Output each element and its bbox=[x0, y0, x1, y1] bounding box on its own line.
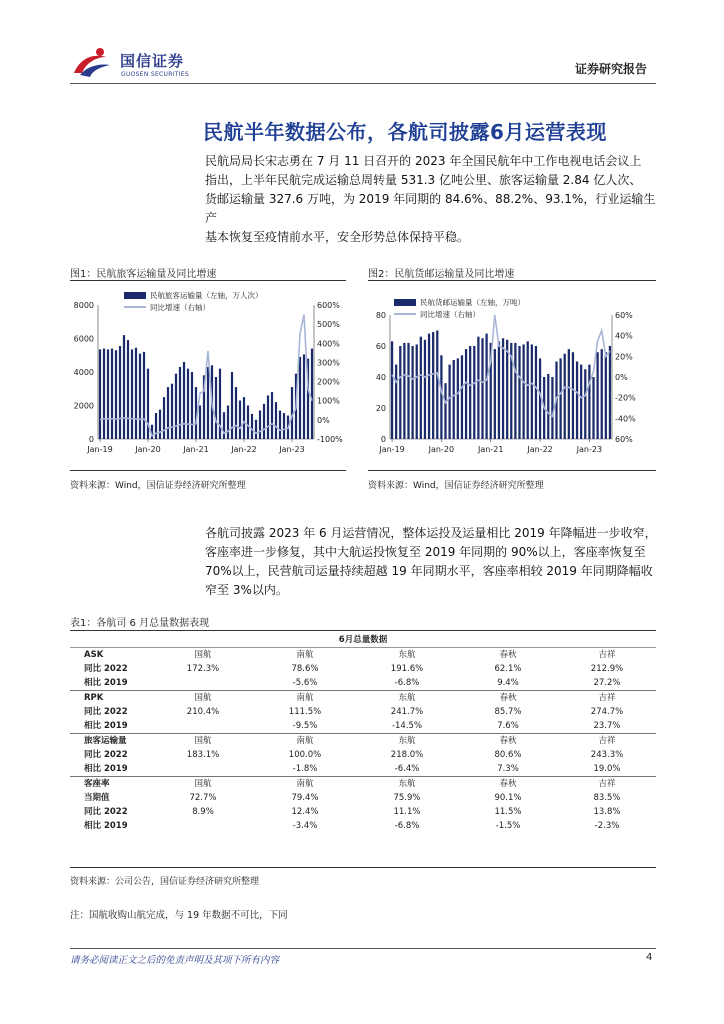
bar bbox=[596, 352, 598, 439]
para-line: 民航局局长宋志勇在 7 月 11 日召开的 2023 年全国民航年中工作电视电话会议上 bbox=[205, 154, 642, 168]
bar bbox=[263, 404, 265, 439]
bar bbox=[584, 369, 586, 439]
bar bbox=[299, 357, 301, 439]
table-cell: -6.8% bbox=[394, 821, 420, 831]
table-airline-header: 南航 bbox=[254, 691, 356, 706]
bar bbox=[247, 406, 249, 440]
table-group-title: RPK bbox=[70, 691, 152, 706]
table-airline-header: 国航 bbox=[152, 734, 254, 749]
page-number: 4 bbox=[646, 952, 653, 963]
table-cell: 8.9% bbox=[192, 807, 214, 817]
table-cell: 27.2% bbox=[593, 678, 621, 688]
bar bbox=[111, 349, 113, 439]
x-tick-label: Jan-20 bbox=[428, 445, 455, 454]
table-cell bbox=[152, 719, 254, 734]
table1-source: 资料来源：公司公告，国信证券经济研究所整理 bbox=[70, 877, 260, 887]
bar bbox=[453, 360, 455, 439]
table-airline-header: 国航 bbox=[194, 650, 212, 660]
table-row bbox=[70, 748, 656, 762]
bar bbox=[407, 343, 409, 439]
bar bbox=[311, 349, 313, 439]
y-right-tick-label: 60% bbox=[615, 311, 633, 320]
airline-june-table bbox=[70, 648, 656, 833]
bar bbox=[436, 331, 438, 440]
bar bbox=[461, 355, 463, 439]
table-cell: 218.0% bbox=[390, 750, 424, 760]
bar bbox=[609, 346, 611, 439]
table-cell: 75.9% bbox=[393, 793, 421, 803]
y-right-tick-label: 40% bbox=[615, 331, 633, 341]
logo-mark-icon bbox=[70, 47, 114, 81]
table-cell: 172.3% bbox=[186, 664, 220, 674]
x-tick-label: Jan-22 bbox=[231, 445, 257, 454]
bar bbox=[601, 349, 603, 439]
table-cell: 23.7% bbox=[593, 721, 621, 731]
bar bbox=[227, 406, 229, 440]
table-row-label: 当期值 bbox=[84, 793, 110, 803]
y-right-tick-label: -20% bbox=[615, 393, 636, 403]
x-tick-label: Jan-19 bbox=[379, 445, 405, 454]
bar bbox=[207, 367, 209, 439]
bar bbox=[420, 337, 422, 439]
footnote: 注：国航收购山航完成，与 19 年数据不可比，下同 bbox=[70, 910, 288, 921]
table1-bottom-rule bbox=[70, 867, 656, 868]
y-right-tick-label: -100% bbox=[317, 435, 343, 444]
bar bbox=[275, 402, 277, 439]
y-right-tick-label: -40% bbox=[615, 414, 636, 424]
figure1-rule bbox=[70, 280, 346, 281]
analysis-paragraph bbox=[205, 524, 665, 600]
table-cell: 9.4% bbox=[497, 678, 519, 688]
bar bbox=[223, 412, 225, 439]
table-row-label: 同比 2022 bbox=[84, 807, 128, 817]
bar bbox=[465, 349, 467, 439]
table-row-label: 同比 2022 bbox=[84, 664, 128, 674]
y-right-tick-label: 300% bbox=[317, 358, 340, 368]
bar bbox=[155, 413, 157, 439]
bar bbox=[259, 411, 261, 439]
bar bbox=[399, 346, 401, 439]
figure2-bottom-rule bbox=[368, 470, 656, 471]
bar bbox=[127, 340, 129, 439]
table-row-label: 相比 2019 bbox=[84, 721, 128, 731]
y-right-tick-label: 20% bbox=[615, 352, 633, 362]
bar bbox=[592, 377, 594, 439]
bar bbox=[143, 352, 145, 439]
bar bbox=[432, 332, 434, 439]
table-cell bbox=[152, 676, 254, 691]
table-row bbox=[70, 819, 656, 833]
legend-line-label: 同比增速（右轴） bbox=[420, 310, 480, 319]
table-cell: 62.1% bbox=[494, 664, 522, 674]
bar bbox=[448, 365, 450, 439]
table-airline-header: 国航 bbox=[152, 777, 254, 792]
table-airline-header: 东航 bbox=[356, 691, 458, 706]
para-line: 指出，上半年民航完成运输总周转量 531.3 亿吨公里、旅客运输量 2.84 亿人次、 bbox=[205, 173, 642, 187]
bar bbox=[99, 349, 101, 439]
bar bbox=[115, 350, 117, 439]
bar bbox=[477, 337, 479, 439]
bar bbox=[167, 387, 169, 439]
para-line: 基本恢复至疫情前水平，安全形势总体保持平稳。 bbox=[205, 230, 470, 244]
para-line: 各航司披露 2023 年 6 月运营情况，整体运投及运量相比 2019 年降幅进一步收窄， bbox=[205, 526, 657, 540]
table-row-label: 相比 2019 bbox=[84, 764, 128, 774]
table-airline-header: 南航 bbox=[296, 650, 314, 660]
report-type: 证券研究报告 bbox=[575, 62, 648, 76]
table-cell: -6.4% bbox=[394, 764, 420, 774]
table-cell: 78.6% bbox=[291, 664, 319, 674]
table-cell bbox=[152, 762, 254, 777]
table-row-label: 同比 2022 bbox=[84, 750, 128, 760]
bar bbox=[424, 340, 426, 439]
table-cell bbox=[152, 819, 254, 833]
figure1-source: 资料来源：Wind，国信证券经济研究所整理 bbox=[70, 481, 246, 491]
bar bbox=[395, 365, 397, 439]
disclaimer: 请务必阅读正文之后的免责声明及其项下所有内容 bbox=[70, 955, 280, 966]
table1-top-rule bbox=[70, 630, 656, 631]
intro-paragraph bbox=[205, 152, 665, 247]
bar bbox=[255, 420, 257, 439]
figure2-rule bbox=[368, 280, 656, 281]
table-cell: 85.7% bbox=[494, 707, 522, 717]
bar bbox=[605, 352, 607, 439]
y-left-tick-label: 2000 bbox=[73, 401, 94, 411]
table-airline-header: 东航 bbox=[356, 734, 458, 749]
bar bbox=[527, 341, 529, 439]
x-tick-label: Jan-20 bbox=[135, 445, 161, 454]
bar bbox=[267, 395, 269, 439]
bar bbox=[235, 387, 237, 439]
figure2-source: 资料来源：Wind，国信证券经济研究所整理 bbox=[368, 481, 544, 491]
bar bbox=[191, 372, 193, 439]
table-group-title: ASK bbox=[84, 650, 104, 660]
table-cell: -3.4% bbox=[292, 821, 318, 831]
bar bbox=[416, 344, 418, 439]
table-cell: -9.5% bbox=[292, 721, 318, 731]
table-cell: 100.0% bbox=[288, 750, 322, 760]
bar bbox=[135, 348, 137, 439]
y-right-tick-label: 600% bbox=[317, 301, 340, 310]
bar bbox=[572, 352, 574, 439]
table-cell: -2.3% bbox=[594, 821, 620, 831]
table-cell: -5.6% bbox=[292, 678, 318, 688]
legend-bar-label: 民航旅客运输量（左轴，万人次） bbox=[150, 291, 263, 300]
table-cell: 11.5% bbox=[494, 807, 522, 817]
bar bbox=[440, 355, 442, 439]
bar bbox=[159, 410, 161, 439]
bar bbox=[551, 377, 553, 439]
legend-bar-swatch bbox=[394, 299, 416, 306]
table-cell: -14.5% bbox=[391, 721, 423, 731]
bar bbox=[502, 338, 504, 439]
bar bbox=[131, 349, 133, 439]
bar bbox=[485, 334, 487, 439]
table-cell: 191.6% bbox=[390, 664, 424, 674]
table-row bbox=[70, 791, 656, 805]
logo bbox=[70, 47, 114, 81]
table-airline-header: 吉祥 bbox=[558, 777, 656, 792]
legend-bar-swatch bbox=[124, 292, 146, 299]
bar bbox=[403, 343, 405, 439]
figure1-bottom-rule bbox=[70, 470, 346, 471]
table-cell: 79.4% bbox=[291, 793, 319, 803]
bar bbox=[564, 354, 566, 439]
table-airline-header: 南航 bbox=[254, 734, 356, 749]
cargo-volume-chart bbox=[364, 285, 656, 465]
para-line: 70%以上，民营航司运量持续超越 19 年同期水平，客座率相较 2019 年同期降幅收 bbox=[205, 564, 653, 578]
table-row bbox=[70, 762, 656, 777]
bar bbox=[119, 346, 121, 439]
table-airline-header: 春秋 bbox=[458, 734, 558, 749]
x-tick-label: Jan-21 bbox=[478, 445, 504, 454]
y-left-tick-label: 0 bbox=[380, 435, 386, 444]
table-cell: 212.9% bbox=[590, 664, 624, 674]
table-row-label: 同比 2022 bbox=[84, 707, 128, 717]
bar bbox=[391, 341, 393, 439]
table-cell: 7.6% bbox=[497, 721, 519, 731]
bar bbox=[547, 374, 549, 439]
bar bbox=[514, 343, 516, 439]
bar bbox=[303, 354, 305, 439]
table-airline-header: 春秋 bbox=[499, 650, 517, 660]
y-left-tick-label: 0 bbox=[88, 435, 94, 444]
bar bbox=[588, 365, 590, 439]
y-left-tick-label: 20 bbox=[375, 404, 386, 413]
bar bbox=[428, 334, 430, 439]
table-group-title: 旅客运输量 bbox=[70, 734, 152, 749]
y-right-tick-label: 100% bbox=[317, 396, 340, 406]
bar bbox=[163, 397, 165, 439]
bar bbox=[243, 397, 245, 439]
bar bbox=[580, 365, 582, 439]
table-group-header bbox=[70, 648, 656, 662]
bar bbox=[139, 354, 141, 439]
y-left-tick-label: 8000 bbox=[73, 301, 94, 310]
y-left-tick-label: 80 bbox=[375, 311, 386, 320]
legend-bar-label: 民航货邮运输量（左轴，万吨） bbox=[420, 298, 525, 307]
bar bbox=[107, 349, 109, 439]
table-cell: 19.0% bbox=[593, 764, 621, 774]
y-left-tick-label: 4000 bbox=[73, 368, 94, 377]
table-airline-header: 吉祥 bbox=[558, 691, 656, 706]
brand-name-en: GUOSEN SECURITIES bbox=[121, 71, 190, 78]
x-tick-label: Jan-21 bbox=[183, 445, 209, 454]
passenger-volume-chart bbox=[66, 285, 356, 465]
table-airline-header: 东航 bbox=[356, 777, 458, 792]
legend-line-label: 同比增速（右轴） bbox=[150, 303, 210, 312]
y-right-tick-label: 0% bbox=[317, 415, 330, 425]
table-airline-header: 国航 bbox=[152, 691, 254, 706]
table-cell: 274.7% bbox=[590, 707, 624, 717]
x-tick-label: Jan-23 bbox=[576, 445, 603, 454]
bar bbox=[279, 411, 281, 439]
table-cell: 12.4% bbox=[291, 807, 319, 817]
table-cell: 241.7% bbox=[390, 707, 424, 717]
table-cell: -1.8% bbox=[292, 764, 318, 774]
table-airline-header: 春秋 bbox=[458, 691, 558, 706]
para-line: 客座率进一步修复，其中大航运投恢复至 2019 年同期的 90%以上，客座率恢复至 bbox=[205, 545, 646, 559]
bar bbox=[535, 346, 537, 439]
bar bbox=[251, 414, 253, 439]
bar bbox=[506, 340, 508, 439]
table-row bbox=[70, 676, 656, 691]
bar bbox=[271, 392, 273, 439]
table-cell: 83.5% bbox=[593, 793, 621, 803]
bar bbox=[444, 383, 446, 439]
table-row bbox=[70, 719, 656, 734]
bar bbox=[171, 384, 173, 439]
bar bbox=[283, 413, 285, 439]
table-cell: 11.1% bbox=[393, 807, 421, 817]
table-cell: -6.8% bbox=[394, 678, 420, 688]
table-group-title: 客座率 bbox=[70, 777, 152, 792]
table-cell: 7.3% bbox=[497, 764, 519, 774]
table-group-header bbox=[70, 777, 656, 792]
bar bbox=[568, 349, 570, 439]
page-title: 民航半年数据公布，各航司披露6月运营表现 bbox=[203, 120, 607, 144]
para-line: 货邮运输量 327.6 万吨，为 2019 年同期的 84.6%、88.2%、93.1%，行业运输生产 bbox=[205, 192, 656, 225]
x-tick-label: Jan-23 bbox=[279, 445, 305, 454]
figure1-caption: 图1：民航旅客运输量及同比增速 bbox=[70, 269, 217, 280]
bar bbox=[457, 358, 459, 439]
table-airline-header: 吉祥 bbox=[598, 650, 616, 660]
y-right-tick-label: 500% bbox=[317, 320, 340, 330]
table1-header: 6月总量数据 bbox=[338, 635, 388, 645]
table-row bbox=[70, 662, 656, 676]
footer-rule bbox=[70, 948, 656, 949]
table-cell: 80.6% bbox=[494, 750, 522, 760]
table-airline-header: 东航 bbox=[398, 650, 416, 660]
bar bbox=[498, 341, 500, 439]
y-right-tick-label: 60% bbox=[615, 435, 633, 444]
y-right-tick-label: 0% bbox=[615, 373, 628, 382]
x-tick-label: Jan-19 bbox=[87, 445, 113, 454]
table-cell: -1.5% bbox=[495, 821, 521, 831]
bar bbox=[239, 400, 241, 439]
bar bbox=[103, 349, 105, 439]
bar bbox=[183, 362, 185, 439]
bar bbox=[123, 335, 125, 439]
brand-name: 国信证券 bbox=[120, 52, 185, 70]
table-cell: 72.7% bbox=[189, 793, 217, 803]
y-left-tick-label: 40 bbox=[375, 373, 386, 382]
x-tick-label: Jan-22 bbox=[527, 445, 553, 454]
table-cell: 13.8% bbox=[593, 807, 621, 817]
table-row-label: 相比 2019 bbox=[84, 821, 128, 831]
table-airline-header: 春秋 bbox=[458, 777, 558, 792]
para-line: 窄至 3%以内。 bbox=[205, 583, 288, 597]
bar bbox=[494, 349, 496, 439]
bar bbox=[518, 346, 520, 439]
table-row bbox=[70, 805, 656, 819]
bar bbox=[215, 377, 217, 439]
bar bbox=[559, 358, 561, 439]
table-cell: 90.1% bbox=[494, 793, 522, 803]
y-left-tick-label: 6000 bbox=[73, 334, 94, 344]
bar bbox=[576, 362, 578, 440]
header-rule bbox=[70, 83, 656, 84]
table-airline-header: 南航 bbox=[254, 777, 356, 792]
figure2-caption: 图2：民航货邮运输量及同比增速 bbox=[368, 269, 515, 280]
y-right-tick-label: 400% bbox=[317, 339, 340, 349]
bar bbox=[531, 344, 533, 439]
bar bbox=[522, 344, 524, 439]
table-row-label: 相比 2019 bbox=[84, 678, 128, 688]
table1-caption: 表1：各航司 6 月总量数据表现 bbox=[70, 618, 210, 629]
y-left-tick-label: 60 bbox=[375, 342, 386, 351]
table-cell: 243.3% bbox=[590, 750, 624, 760]
table-airline-header: 吉祥 bbox=[558, 734, 656, 749]
y-right-tick-label: 200% bbox=[317, 377, 340, 387]
bar bbox=[199, 406, 201, 440]
table-cell: 210.4% bbox=[186, 707, 220, 717]
bar bbox=[473, 346, 475, 439]
table-row bbox=[70, 705, 656, 719]
bar bbox=[411, 346, 413, 439]
bar bbox=[481, 338, 483, 439]
bar bbox=[179, 367, 181, 439]
bar bbox=[469, 346, 471, 439]
bar bbox=[187, 369, 189, 439]
table-group-header bbox=[70, 691, 656, 706]
bar bbox=[175, 374, 177, 439]
table-cell: 183.1% bbox=[186, 750, 220, 760]
table-group-header bbox=[70, 734, 656, 749]
table-cell: 111.5% bbox=[288, 707, 322, 717]
